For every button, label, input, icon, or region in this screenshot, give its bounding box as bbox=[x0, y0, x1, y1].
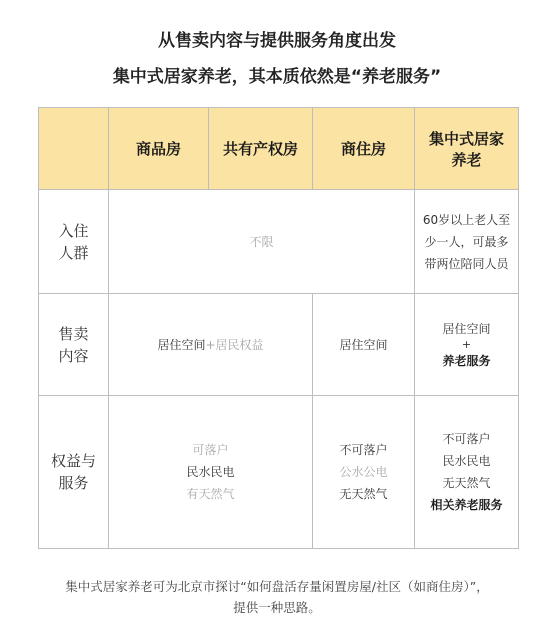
rights-elderly-line: 民水民电 bbox=[442, 454, 491, 468]
residents-elderly-line: 60岁以上老人至 bbox=[422, 212, 511, 227]
header-centralized-home-care: 集中式居家 养老 bbox=[415, 108, 519, 190]
page-title-line1: 从售卖内容与提供服务角度出发 bbox=[158, 31, 396, 51]
table-header-row bbox=[39, 108, 519, 190]
rights-commercial-line: 不可落户 bbox=[339, 443, 388, 457]
rights-elderly-cell bbox=[415, 396, 519, 549]
table-row-content bbox=[39, 294, 519, 396]
footer-line2: 提供一种思路。 bbox=[233, 600, 321, 615]
table-row-rights bbox=[39, 396, 519, 549]
rights-shared-line: 有天然气 bbox=[186, 487, 235, 501]
content-elderly-line1: 居住空间 bbox=[442, 321, 491, 336]
row-label-residents: 入住 人群 bbox=[39, 190, 109, 294]
header-shared-property-housing: 共有产权房 bbox=[209, 108, 313, 190]
rights-commercial-line: 公水公电 bbox=[339, 465, 388, 479]
residents-elderly-line: 带两位陪同人员 bbox=[424, 256, 509, 271]
content-shared-plus: +居民权益 bbox=[205, 337, 264, 352]
header-commercial-residential: 商住房 bbox=[313, 108, 415, 190]
content-elderly-cell bbox=[415, 294, 519, 396]
comparison-table bbox=[38, 107, 519, 549]
header-commodity-housing: 商品房 bbox=[109, 108, 209, 190]
rights-commercial-line: 无天然气 bbox=[339, 487, 388, 501]
content-shared-cell bbox=[109, 294, 313, 396]
footer-line1: 集中式居家养老可为北京市探讨“如何盘活存量闲置房屋/社区（如商住房）”， bbox=[65, 579, 489, 594]
rights-elderly-line: 相关养老服务 bbox=[430, 498, 503, 512]
rights-shared-line: 民水民电 bbox=[186, 465, 235, 479]
page-title-line2: 集中式居家养老，其本质依然是“养老服务” bbox=[112, 67, 442, 87]
content-elderly-line2: 养老服务 bbox=[442, 353, 491, 368]
content-shared-main: 居住空间 bbox=[157, 337, 206, 352]
rights-elderly-line: 无天然气 bbox=[442, 476, 491, 490]
rights-shared-line: 可落户 bbox=[192, 443, 229, 457]
row-label-rights: 权益与 服务 bbox=[39, 396, 109, 549]
header-corner-cell bbox=[39, 108, 109, 190]
rights-elderly-line: 不可落户 bbox=[442, 432, 491, 446]
rights-shared-cell bbox=[109, 396, 313, 549]
content-commercial-cell: 居住空间 bbox=[313, 294, 415, 396]
residents-elderly-line: 少一人，可最多 bbox=[424, 234, 509, 249]
rights-commercial-cell bbox=[313, 396, 415, 549]
table-row-residents bbox=[39, 190, 519, 294]
content-elderly-plus: + bbox=[461, 337, 472, 351]
row-label-content: 售卖 内容 bbox=[39, 294, 109, 396]
residents-elderly-cell bbox=[415, 190, 519, 294]
residents-shared-cell: 不限 bbox=[109, 190, 415, 294]
footer-note bbox=[0, 576, 554, 618]
